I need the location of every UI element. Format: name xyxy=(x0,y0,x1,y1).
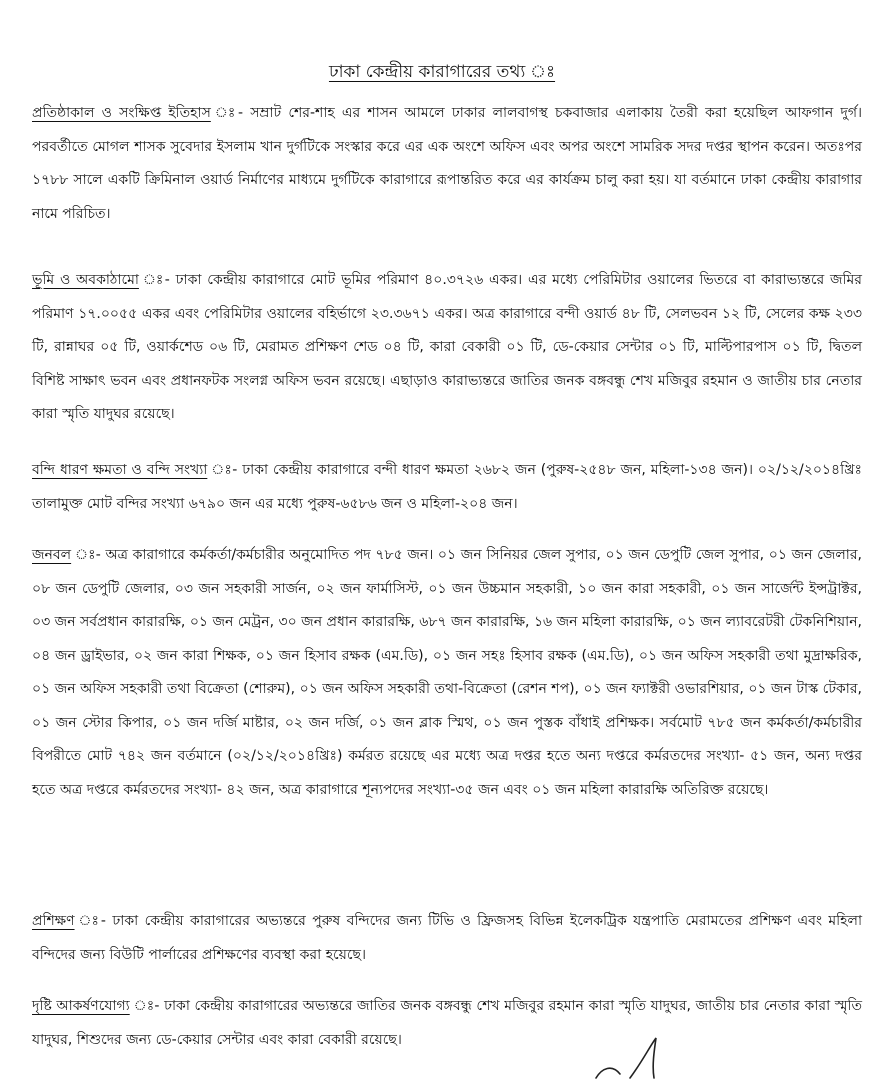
section-prisoner-capacity xyxy=(32,454,862,521)
section-separator: ঃ- xyxy=(129,998,165,1014)
section-heading: দৃষ্টি আকর্ষণযোগ্য xyxy=(32,998,130,1014)
section-separator: ঃ- xyxy=(74,913,113,929)
section-heading: জনবল xyxy=(32,547,72,563)
section-text: ঢাকা কেন্দ্রীয় কারাগারের অভ্যন্তরে পুরুষ বন্দিদের জন্য টিভি ও ফ্রিজসহ বিভিন্ন ইলেকট্রিক যন্ত্রপাতি মেরামতের প্রশিক্ষণ এবং মহিলা বন্দিদের জন্য বিউটি পার্লারের প্রশিক্ষণের ব্যবস্থা করা হয়েছে। xyxy=(32,913,863,963)
section-paragraph xyxy=(32,990,862,1057)
section-separator: ঃ- xyxy=(71,547,106,563)
section-text: সম্রাট শের-শাহ এর শাসন আমলে ঢাকার লালবাগস্থ চকবাজার এলাকায় তৈরী করা হয়েছিল আফগান দুর্গ। পরবর্তীতে মোগল শাসক সুবেদার ইসলাম খান দুর্গটিকে সংস্কার করে এর এক অংশে অফিস এবং অপর অংশে সামরিক সদর দপ্তর স্থাপন করেন। অতঃপর ১৭৮৮ সালে একটি ক্রিমিনাল ওয়ার্ড নির্মাণের মাধ্যমে দুর্গটিকে কারাগারে রূপান্তরিত করে এর কার্যক্রম চালু করা হয়। যা বর্তমানে ঢাকা কেন্দ্রীয় কারাগার নামে পরিচিত। xyxy=(32,105,862,222)
section-text: ঢাকা কেন্দ্রীয় কারাগারে মোট ভূমির পরিমাণ ৪০.৩৭২৬ একর। এর মধ্যে পেরিমিটার ওয়ালের ভিতরে বা কারাভ্যন্তরে জমির পরিমাণ ১৭.০০৫৫ একর এবং পেরিমিটার ওয়ালের বহির্ভাগে ২৩.৩৬৭১ একর। অত্র কারাগারে বন্দী ওয়ার্ড ৪৮ টি, সেলভবন ১২ টি, সেলের কক্ষ ২৩৩ টি, রান্নাঘর ০৫ টি, ওয়ার্কশেড ০৬ টি, মেরামত প্রশিক্ষণ শেড ০৪ টি, কারা বেকারী ০১ টি, ডে-কেয়ার সেন্টার ০১ টি, মাল্টিপারপাস ০১ টি, দ্বিতল বিশিষ্ট সাক্ষাৎ ভবন এবং প্রধানফটক সংলগ্ন অফিস ভবন রয়েছে। এছাড়াও কারাভ্যন্তরে জাতির জনক বঙ্গবন্ধু শেখ মজিবুর রহমান ও জাতীয় চার নেতার কারা স্মৃতি যাদুঘর রয়েছে। xyxy=(32,272,863,422)
section-paragraph xyxy=(32,454,862,521)
section-text: অত্র কারাগারে কর্মকর্তা/কর্মচারীর অনুমোদিত পদ ৭৮৫ জন। ০১ জন সিনিয়র জেল সুপার, ০১ জন ডেপুটি জেল সুপার, ০১ জন জেলার, ০৮ জন ডেপুটি জেলার, ০৩ জন সহকারী সার্জন, ০২ জন ফার্মাসিস্ট, ০১ জন উচ্চমান সহকারী, ১০ জন কারা সহকারী, ০১ জন সার্জেন্ট ইন্সট্রাক্টর, ০৩ জন সর্বপ্রধান কারারক্ষি, ০১ জন মেট্রন, ৩০ জন প্রধান কারারক্ষি, ৬৮৭ জন কারারক্ষি, ১৬ জন মহিলা কারারক্ষি, ০১ জন ল্যাবরেটরী টেকনিশিয়ান, ০৪ জন ড্রাইভার, ০২ জন কারা শিক্ষক, ০১ জন হিসাব রক্ষক (এম.ডি), ০১ জন সহঃ হিসাব রক্ষক (এম.ডি), ০১ জন অফিস সহকারী তথা মুদ্রাক্ষরিক, ০১ জন অফিস সহকারী তথা বিক্রেতা (শোরুম), ০১ জন অফিস সহকারী তথা-বিক্রেতা (রেশন শপ), ০১ জন ফ্যাক্টরী ওভারশিয়ার, ০১ জন টাস্ক টেকার, ০১ জন স্টোর কিপার, ০১ জন দর্জি মাষ্টার, ০২ জন দর্জি, ০১ জন ব্লাক স্মিথ, ০১ জন পুস্তক বাঁধাই প্রশিক্ষক। সর্বমোট ৭৮৫ জন কর্মকর্তা/কর্মচারীর বিপরীতে মোট ৭৪২ জন বর্তমানে (০২/১২/২০১৪খ্রিঃ) কর্মরত রয়েছে এর মধ্যে অত্র দপ্তর হতে অন্য দপ্তরে কর্মরতদের সংখ্যা- ৫১ জন, অন্য দপ্তর হতে অত্র দপ্তরে কর্মরতদের সংখ্যা- ৪২ জন, অত্র কারাগারে শূন্যপদের সংখ্যা-৩৫ জন এবং ০১ জন মহিলা কারারক্ষি অতিরিক্ত রয়েছে। xyxy=(32,547,863,798)
section-separator: ঃ- xyxy=(207,462,243,478)
document-title: ঢাকা কেন্দ্রীয় কারাগারের তথ্য ঃ xyxy=(328,62,556,82)
section-land-infrastructure xyxy=(32,264,862,432)
section-heading: প্রতিষ্ঠাকাল ও সংক্ষিপ্ত ইতিহাস xyxy=(32,105,211,121)
section-history xyxy=(32,97,862,231)
section-paragraph xyxy=(32,539,862,807)
signature-mark xyxy=(590,1034,680,1080)
section-heading: ভূমি ও অবকাঠামো xyxy=(32,272,139,288)
section-paragraph xyxy=(32,97,862,231)
section-paragraph xyxy=(32,264,862,432)
section-attractions xyxy=(32,990,862,1057)
section-heading: প্রশিক্ষণ xyxy=(32,913,75,929)
section-separator: ঃ- xyxy=(210,105,251,121)
section-training xyxy=(32,905,862,972)
section-text: ঢাকা কেন্দ্রীয় কারাগারের অভ্যন্তরে জাতির জনক বঙ্গবন্ধু শেখ মজিবুর রহমান কারা স্মৃতি যাদুঘর, জাতীয় চার নেতার কারা স্মৃতি যাদুঘর, শিশুদের জন্য ডে-কেয়ার সেন্টার এবং কারা বেকারী রয়েছে। xyxy=(32,998,863,1048)
section-heading: বন্দি ধারণ ক্ষমতা ও বন্দি সংখ্যা xyxy=(32,462,208,478)
section-paragraph xyxy=(32,905,862,972)
section-text: ঢাকা কেন্দ্রীয় কারাগারে বন্দী ধারণ ক্ষমতা ২৬৮২ জন (পুরুষ-২৫৪৮ জন, মহিলা-১৩৪ জন)। ০২/১২/২০১৪খ্রিঃ তালামুক্ত মোট বন্দির সংখ্যা ৬৭৯০ জন এর মধ্যে পুরুষ-৬৫৮৬ জন ও মহিলা-২০৪ জন। xyxy=(32,462,862,512)
section-separator: ঃ- xyxy=(138,272,176,288)
section-manpower xyxy=(32,539,862,807)
